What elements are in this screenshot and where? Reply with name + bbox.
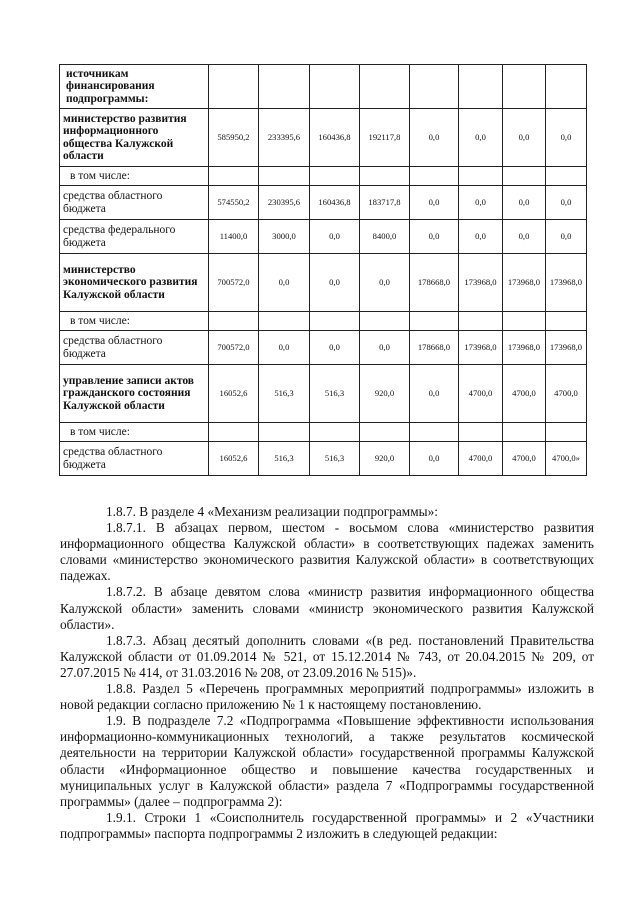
table-cell [360,65,410,109]
value-cell: 0,0 [360,331,410,365]
value-cell: 16052,6 [209,442,259,476]
value-cell: 178668,0 [410,331,459,365]
value-cell: 0,0 [259,254,310,312]
table-row [60,220,587,254]
value-cell: 920,0 [360,442,410,476]
value-cell: 173968,0 [459,331,503,365]
row-label: министерство экономического развития Калужской области [60,254,209,312]
table-row [60,167,587,186]
document-text [60,504,594,842]
value-cell: 0,0 [259,331,310,365]
row-label: средства федерального бюджета [60,220,209,254]
table-row [60,109,587,167]
value-cell: 160436,8 [310,109,360,167]
value-cell: 16052,6 [209,365,259,423]
value-cell [360,423,410,442]
value-cell: 192117,8 [360,109,410,167]
value-cell: 0,0 [310,220,360,254]
value-cell: 4700,0» [546,442,587,476]
value-cell: 173968,0 [503,331,546,365]
value-cell: 516,3 [310,365,360,423]
table-cell [410,65,459,109]
subtotal-label: в том числе: [60,167,209,186]
value-cell [459,423,503,442]
value-cell: 0,0 [546,109,587,167]
value-cell: 516,3 [310,442,360,476]
value-cell: 0,0 [410,365,459,423]
row-label: средства областного бюджета [60,186,209,220]
value-cell: 0,0 [410,442,459,476]
value-cell: 0,0 [410,186,459,220]
value-cell: 160436,8 [310,186,360,220]
value-cell: 585950,2 [209,109,259,167]
value-cell [459,312,503,331]
value-cell [410,167,459,186]
value-cell: 4700,0 [503,442,546,476]
value-cell [410,312,459,331]
value-cell [259,423,310,442]
table-header-label: источникам финансирования подпрограммы: [60,65,209,109]
value-cell: 0,0 [503,220,546,254]
table-row [60,186,587,220]
value-cell: 4700,0 [459,442,503,476]
value-cell [360,312,410,331]
table-cell [259,65,310,109]
value-cell [503,167,546,186]
table-cell [459,65,503,109]
value-cell: 4700,0 [546,365,587,423]
value-cell [410,423,459,442]
table-cell [310,65,360,109]
value-cell [360,167,410,186]
row-label: управление записи актов гражданского состояния Калужской области [60,365,209,423]
paragraph: 1.8.7.3. Абзац десятый дополнить словами «(в ред. постановлений Правительства Калужской области от 01.09.2014 № 521, от 15.12.2014 № 743, от 20.04.2015 № 209, от 27.07.2015 № 414, от 31.03.2016 № 208, от 23.09.2016 № 515)». [60,632,594,680]
value-cell: 920,0 [360,365,410,423]
row-label: средства областного бюджета [60,331,209,365]
value-cell [503,423,546,442]
value-cell: 0,0 [503,109,546,167]
value-cell: 516,3 [259,365,310,423]
subtotal-label: в том числе: [60,312,209,331]
value-cell [546,423,587,442]
value-cell [546,312,587,331]
subtotal-label: в том числе: [60,423,209,442]
table-cell [546,65,587,109]
value-cell [546,167,587,186]
value-cell: 233395,6 [259,109,310,167]
value-cell [209,312,259,331]
table-row [60,254,587,312]
value-cell: 700572,0 [209,331,259,365]
value-cell [503,312,546,331]
paragraph: 1.9. В подразделе 7.2 «Подпрограмма «Повышение эффективности использования информационно-коммуникационных технологий, а также результатов космической деятельности на территории Калужской области» государственной программы Калужской области «Информационное общество и повышение качества государственных и муниципальных услуг в Калужской области» раздела 7 «Подпрограммы государственной программы» (далее – подпрограмма 2): [60,713,594,809]
paragraph: 1.8.7.1. В абзацах первом, шестом - восьмом слова «министерство развития информационного общества Калужской области» в соответствующих падежах заменить словами «министерство экономического развития Калужской области» в соответствующих падежах. [60,520,594,584]
value-cell: 8400,0 [360,220,410,254]
value-cell [459,167,503,186]
table-row [60,312,587,331]
row-label: министерство развития информационного общества Калужской области [60,109,209,167]
table-row [60,365,587,423]
value-cell: 0,0 [410,220,459,254]
value-cell: 173968,0 [546,254,587,312]
financing-table-body [60,65,587,476]
value-cell [209,167,259,186]
table-row [60,423,587,442]
table-row [60,442,587,476]
value-cell: 4700,0 [459,365,503,423]
value-cell: 173968,0 [503,254,546,312]
value-cell: 178668,0 [410,254,459,312]
value-cell: 0,0 [546,186,587,220]
paragraph: 1.8.7. В разделе 4 «Механизм реализации подпрограммы»: [106,504,438,519]
value-cell: 574550,2 [209,186,259,220]
value-cell: 0,0 [459,109,503,167]
paragraph: 1.9.1. Строки 1 «Соисполнитель государственной программы» и 2 «Участники подпрограммы» паспорта подпрограммы 2 изложить в следующей редакции: [60,809,594,841]
value-cell: 0,0 [410,109,459,167]
value-cell: 173968,0 [459,254,503,312]
value-cell: 0,0 [310,254,360,312]
table-header-row [60,65,587,109]
value-cell: 0,0 [360,254,410,312]
value-cell: 11400,0 [209,220,259,254]
value-cell [310,167,360,186]
value-cell: 173968,0 [546,331,587,365]
value-cell [310,312,360,331]
financing-table [59,64,587,476]
value-cell: 3000,0 [259,220,310,254]
value-cell: 700572,0 [209,254,259,312]
value-cell: 0,0 [459,220,503,254]
value-cell [310,423,360,442]
value-cell: 4700,0 [503,365,546,423]
value-cell: 230395,6 [259,186,310,220]
paragraph: 1.8.7.2. В абзаце девятом слова «министр развития информационного общества Калужской области» заменить словами «министр экономического развития Калужской области». [60,584,594,632]
value-cell: 0,0 [459,186,503,220]
value-cell [259,312,310,331]
table-cell [209,65,259,109]
value-cell: 516,3 [259,442,310,476]
value-cell [209,423,259,442]
row-label: средства областного бюджета [60,442,209,476]
table-row [60,331,587,365]
value-cell: 183717,8 [360,186,410,220]
value-cell: 0,0 [310,331,360,365]
value-cell [259,167,310,186]
table-cell [503,65,546,109]
value-cell: 0,0 [503,186,546,220]
paragraph: 1.8.8. Раздел 5 «Перечень программных мероприятий подпрограммы» изложить в новой редакции согласно приложению № 1 к настоящему постановлению. [60,681,594,713]
value-cell: 0,0 [546,220,587,254]
